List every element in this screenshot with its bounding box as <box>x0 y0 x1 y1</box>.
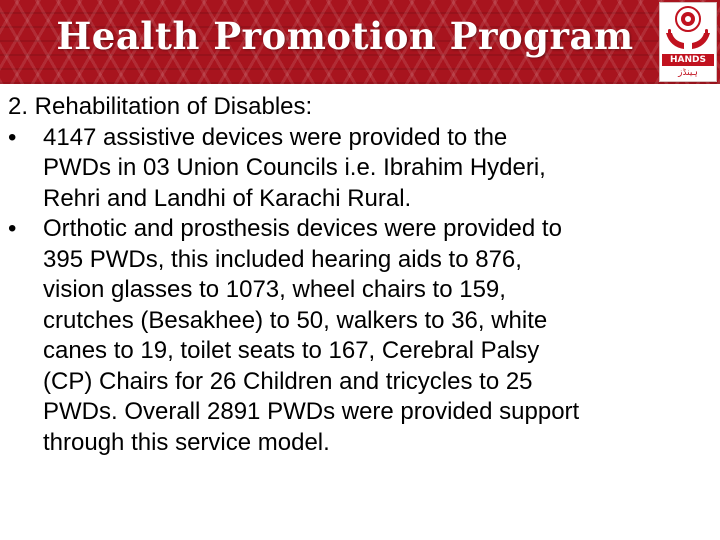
bullet-line: crutches (Besakhee) to 50, walkers to 36, white <box>43 306 548 334</box>
logo-label: HANDS <box>662 54 714 66</box>
bullet-line: 395 PWDs, this included hearing aids to 876, <box>43 245 522 273</box>
bullet-line: vision glasses to 1073, wheel chairs to 159, <box>43 276 506 303</box>
logo-urdu-text: ہینڈز <box>678 68 698 78</box>
hands-emblem-icon <box>660 3 716 53</box>
bullet-marker: • <box>8 215 17 242</box>
header-banner <box>0 0 720 84</box>
page-title: Health Promotion Program <box>56 14 634 58</box>
bullet-line: (CP) Chairs for 26 Children and tricycles to 25 <box>43 367 533 395</box>
bullet-line: canes to 19, toilet seats to 167, Cerebral Palsy <box>43 337 540 364</box>
bullet-marker: • <box>8 123 17 151</box>
hands-logo <box>659 2 717 82</box>
bullet-line: 4147 assistive devices were provided to the <box>43 123 508 151</box>
bullet-line: PWDs in 03 Union Councils i.e. Ibrahim Hyderi, <box>43 154 546 181</box>
section-heading: 2. Rehabilitation of Disables: <box>8 93 313 120</box>
bullet-text <box>43 123 716 215</box>
bullet-line: PWDs. Overall 2891 PWDs were provided support <box>43 398 580 425</box>
bullet-line: through this service model. <box>43 428 330 456</box>
bullet-line: Orthotic and prosthesis devices were provided to <box>43 215 562 242</box>
bullet-line: Rehri and Landhi of Karachi Rural. <box>43 184 412 212</box>
bullet-text <box>43 214 716 458</box>
